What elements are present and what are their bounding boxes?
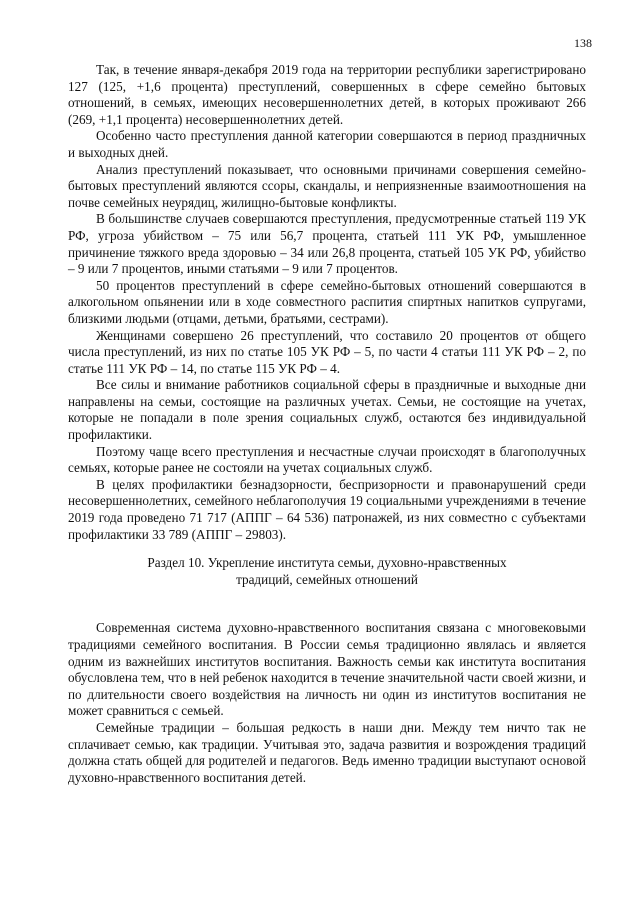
paragraph: 50 процентов преступлений в сфере семейно-бытовых отношений совершаются в алкогольном опьянении или в ходе совместного распития спиртных напитков супругами, близкими людьми (отцами, детьми, братьями, сестрами).	[68, 277, 586, 326]
paragraph: Так, в течение января-декабря 2019 года на территории республики зарегистрировано 127 (125, +1,6 процента) преступлений, совершенных в сфере семейно бытовых отношений, в семьях, имеющих несовершеннолетних детей, в которых проживают 266 (269, +1,1 процента) несовершеннолетних детей.	[68, 62, 586, 127]
page-body	[68, 62, 586, 786]
section-heading-line-2: традиций, семейных отношений	[236, 571, 418, 587]
paragraph: В целях профилактики безнадзорности, беспризорности и правонарушений среди несовершеннолетних, семейного неблагополучия 19 социальными учреждениями в течение 2019 года проведено 71 717 (АППГ – 64 536) патронажей, из них совместно с субъектами профилактики 33 789 (АППГ – 29803).	[68, 476, 586, 542]
paragraph: В большинстве случаев совершаются преступления, предусмотренные статьей 119 УК РФ, угроза убийством – 75 или 56,7 процента, статьей 111 УК РФ, умышленное причинение тяжкого вреда здоровью – 34 или 26,8 процента, статьей 105 УК РФ, убийство – 9 или 7 процентов, иными статьями – 9 или 7 процентов.	[68, 211, 586, 277]
paragraph: Особенно часто преступления данной категории совершаются в период праздничных и выходных дней.	[68, 128, 586, 160]
page-number: 138	[574, 36, 592, 50]
paragraph: Современная система духовно-нравственного воспитания связана с многовековыми традициями семейного воспитания. В России семья традиционно являлась и является одним из важнейших институтов воспитания. Важность семьи как института воспитания обусловлена тем, что в ней ребенок находится в течение значительной части своей жизни, и по длительности своего воздействия на личность ни один из институтов воспитания не может сравниться с семьей.	[68, 620, 586, 719]
paragraph: Анализ преступлений показывает, что основными причинами совершения семейно-бытовых преступлений являются ссоры, скандалы, и неприязненные взаимоотношения на почве семейных неурядиц, жилищно-бытовые конфликты.	[68, 161, 586, 210]
paragraph: Семейные традиции – большая редкость в наши дни. Между тем ничто так не сплачивает семью, как традиции. Учитывая это, задача развития и возрождения традиций должна стать общей для родителей и педагогов. Ведь именно традиции выступают основой духовно-нравственного воспитания детей.	[68, 719, 586, 785]
paragraph: Все силы и внимание работников социальной сферы в праздничные и выходные дни направлены на семьи, состоящие на различных учетах. Семьи, не состоящие на учетах, которые не попадали в поле зрения социальных служб, остаются без индивидуальной профилактики.	[68, 377, 586, 443]
section-heading-line-1: Раздел 10. Укрепление института семьи, духовно-нравственных	[147, 555, 507, 571]
paragraph: Поэтому чаще всего преступления и несчастные случаи происходят в благополучных семьях, которые ранее не состояли на учетах социальных служб.	[68, 443, 586, 476]
section-heading	[68, 555, 586, 588]
paragraph: Женщинами совершено 26 преступлений, что составило 20 процентов от общего числа преступлений, из них по статье 105 УК РФ – 5, по части 4 статьи 111 УК РФ – 2, по статье 111 УК РФ – 14, по статье 115 УК РФ – 4.	[68, 327, 586, 376]
